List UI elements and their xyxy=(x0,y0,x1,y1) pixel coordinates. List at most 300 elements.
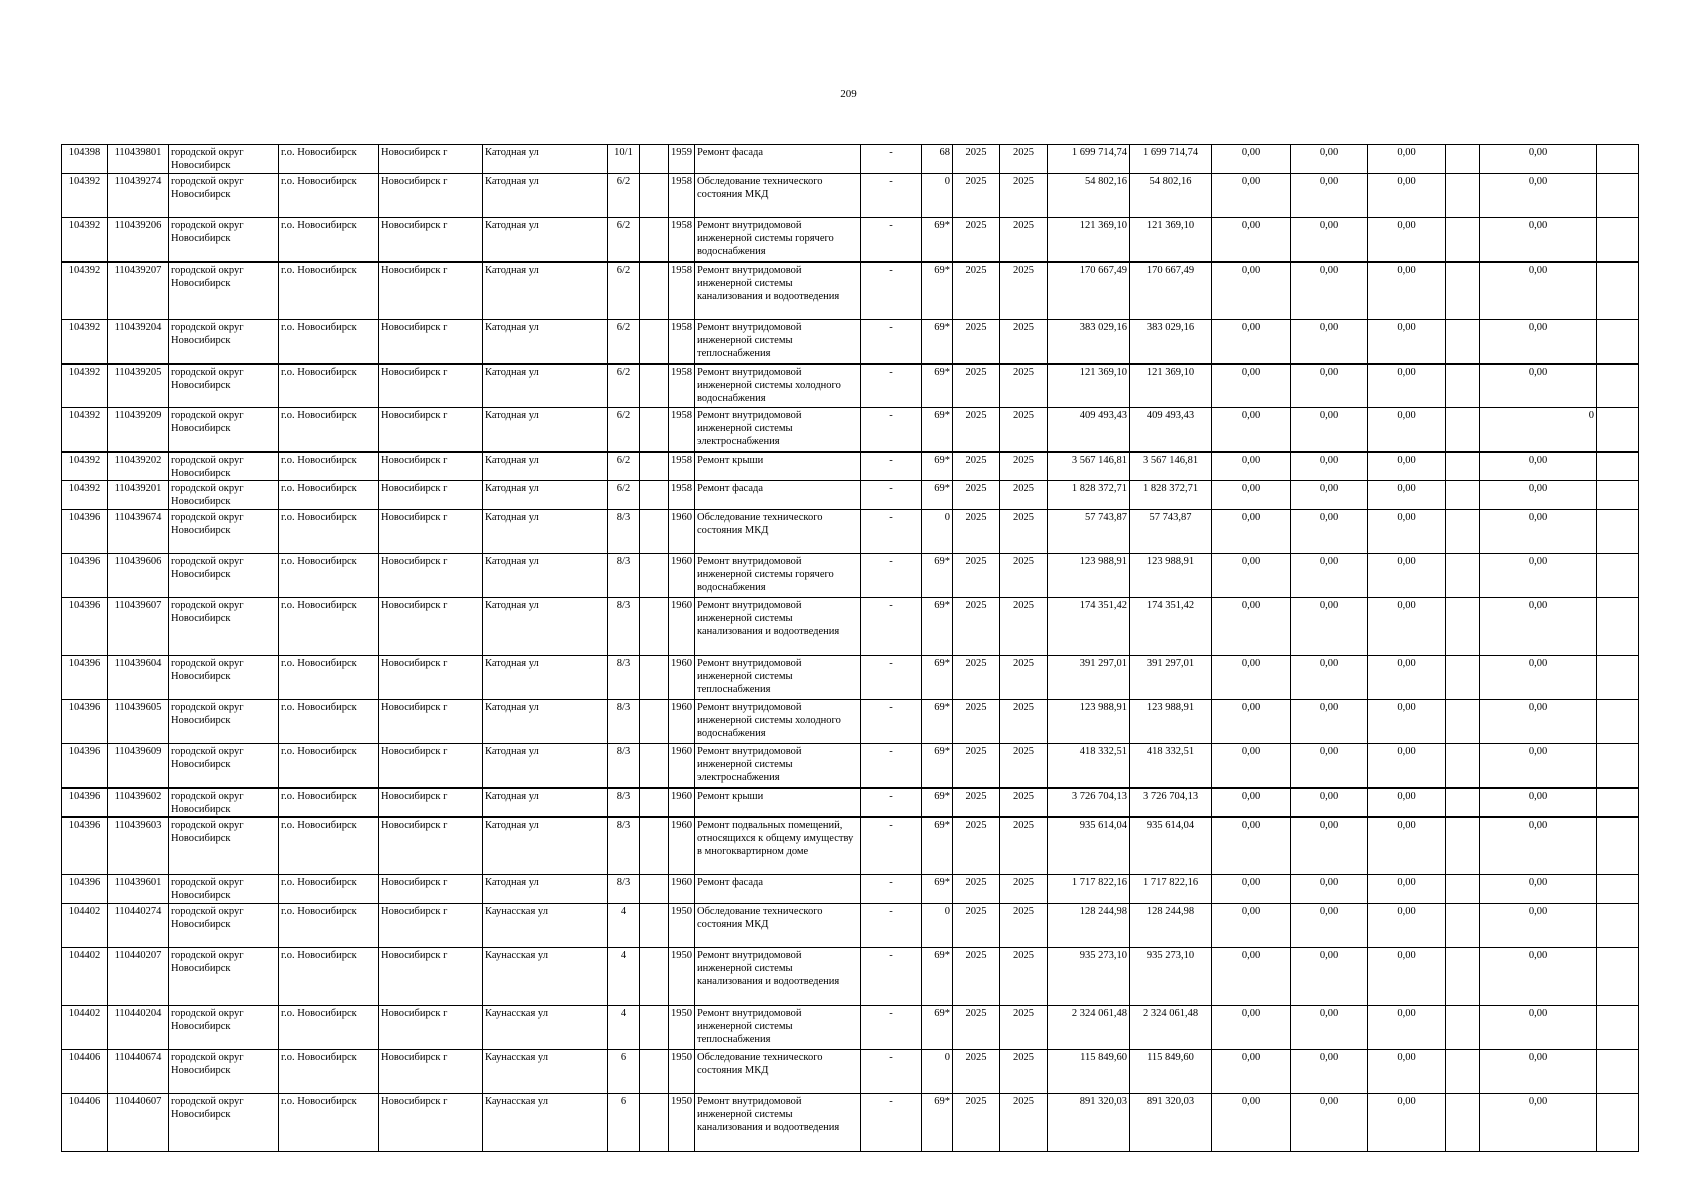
house-number-cell: 6/2 xyxy=(608,452,640,481)
work-code-cell: 110439607 xyxy=(108,598,169,656)
street-cell: Катодная ул xyxy=(483,788,608,817)
house-number-cell: 10/1 xyxy=(608,145,640,174)
record-id-cell: 104402 xyxy=(62,948,108,1006)
work-code-cell: 110439202 xyxy=(108,452,169,481)
work-code-cell: 110439274 xyxy=(108,174,169,218)
street-cell: Катодная ул xyxy=(483,510,608,554)
work-type-cell: Ремонт внутридомовой инженерной системы канализования и водоотведения xyxy=(695,262,861,320)
fund-cost-cell: 123 988,91 xyxy=(1130,554,1212,598)
funding-3-cell: 0,00 xyxy=(1368,218,1446,262)
total-cost-cell: 1 828 372,71 xyxy=(1048,481,1130,510)
funding-5-cell: 0,00 xyxy=(1480,452,1597,481)
funding-5-cell: 0,00 xyxy=(1480,174,1597,218)
plan-end-year-cell: 2025 xyxy=(1000,554,1048,598)
funding-6-cell xyxy=(1597,364,1639,408)
street-cell: Катодная ул xyxy=(483,145,608,174)
locality-cell: Новосибирск г xyxy=(379,817,483,875)
work-code-cell: 110439205 xyxy=(108,364,169,408)
build-year-cell: 1958 xyxy=(669,262,695,320)
total-cost-cell: 3 726 704,13 xyxy=(1048,788,1130,817)
build-year-cell: 1960 xyxy=(669,788,695,817)
work-code-cell: 110440674 xyxy=(108,1050,169,1094)
fund-cost-cell: 174 351,42 xyxy=(1130,598,1212,656)
record-id-cell: 104396 xyxy=(62,554,108,598)
municipality-cell: г.о. Новосибирск xyxy=(279,145,379,174)
table-row xyxy=(62,904,1639,948)
work-type-cell: Обследование технического состояния МКД xyxy=(695,1050,861,1094)
house-number-cell: 6 xyxy=(608,1050,640,1094)
house-number-cell: 6/2 xyxy=(608,320,640,364)
building-extra-cell xyxy=(640,554,669,598)
locality-cell: Новосибирск г xyxy=(379,452,483,481)
build-year-cell: 1960 xyxy=(669,817,695,875)
table-row xyxy=(62,788,1639,817)
funding-5-cell: 0,00 xyxy=(1480,598,1597,656)
funding-3-cell: 0,00 xyxy=(1368,452,1446,481)
mark-cell: - xyxy=(861,510,922,554)
plan-end-year-cell: 2025 xyxy=(1000,1050,1048,1094)
building-extra-cell xyxy=(640,174,669,218)
municipality-cell: г.о. Новосибирск xyxy=(279,364,379,408)
funding-5-cell: 0,00 xyxy=(1480,364,1597,408)
work-type-cell: Ремонт внутридомовой инженерной системы холодного водоснабжения xyxy=(695,700,861,744)
work-code-cell: 110439602 xyxy=(108,788,169,817)
fund-cost-cell: 121 369,10 xyxy=(1130,364,1212,408)
funding-6-cell xyxy=(1597,174,1639,218)
plan-start-year-cell: 2025 xyxy=(953,598,1000,656)
district-cell: городской округ Новосибирск xyxy=(169,904,279,948)
municipality-cell: г.о. Новосибирск xyxy=(279,904,379,948)
plan-start-year-cell: 2025 xyxy=(953,145,1000,174)
plan-start-year-cell: 2025 xyxy=(953,452,1000,481)
building-extra-cell xyxy=(640,145,669,174)
mark-cell: - xyxy=(861,875,922,904)
funding-4-cell xyxy=(1446,364,1480,408)
building-extra-cell xyxy=(640,1050,669,1094)
funding-4-cell xyxy=(1446,510,1480,554)
locality-cell: Новосибирск г xyxy=(379,408,483,452)
district-cell: городской округ Новосибирск xyxy=(169,875,279,904)
plan-end-year-cell: 2025 xyxy=(1000,904,1048,948)
mark-cell: - xyxy=(861,554,922,598)
street-cell: Каунасская ул xyxy=(483,1006,608,1050)
funding-1-cell: 0,00 xyxy=(1212,262,1291,320)
wear-cell: 69* xyxy=(922,788,953,817)
building-extra-cell xyxy=(640,1094,669,1152)
fund-cost-cell: 391 297,01 xyxy=(1130,656,1212,700)
record-id-cell: 104392 xyxy=(62,262,108,320)
funding-2-cell: 0,00 xyxy=(1291,1094,1368,1152)
work-type-cell: Ремонт внутридомовой инженерной системы теплоснабжения xyxy=(695,656,861,700)
plan-start-year-cell: 2025 xyxy=(953,744,1000,788)
building-extra-cell xyxy=(640,788,669,817)
plan-end-year-cell: 2025 xyxy=(1000,598,1048,656)
funding-6-cell xyxy=(1597,788,1639,817)
municipality-cell: г.о. Новосибирск xyxy=(279,656,379,700)
street-cell: Катодная ул xyxy=(483,875,608,904)
funding-5-cell: 0,00 xyxy=(1480,875,1597,904)
wear-cell: 69* xyxy=(922,1006,953,1050)
build-year-cell: 1958 xyxy=(669,174,695,218)
total-cost-cell: 418 332,51 xyxy=(1048,744,1130,788)
funding-2-cell: 0,00 xyxy=(1291,364,1368,408)
funding-1-cell: 0,00 xyxy=(1212,1094,1291,1152)
fund-cost-cell: 3 567 146,81 xyxy=(1130,452,1212,481)
funding-4-cell xyxy=(1446,408,1480,452)
funding-1-cell: 0,00 xyxy=(1212,788,1291,817)
table-row xyxy=(62,174,1639,218)
plan-end-year-cell: 2025 xyxy=(1000,320,1048,364)
locality-cell: Новосибирск г xyxy=(379,481,483,510)
street-cell: Катодная ул xyxy=(483,408,608,452)
building-extra-cell xyxy=(640,452,669,481)
house-number-cell: 8/3 xyxy=(608,700,640,744)
funding-2-cell: 0,00 xyxy=(1291,948,1368,1006)
total-cost-cell: 935 614,04 xyxy=(1048,817,1130,875)
funding-1-cell: 0,00 xyxy=(1212,744,1291,788)
funding-6-cell xyxy=(1597,817,1639,875)
house-number-cell: 6/2 xyxy=(608,262,640,320)
funding-5-cell: 0,00 xyxy=(1480,904,1597,948)
municipality-cell: г.о. Новосибирск xyxy=(279,481,379,510)
table-row xyxy=(62,598,1639,656)
funding-2-cell: 0,00 xyxy=(1291,481,1368,510)
funding-3-cell: 0,00 xyxy=(1368,948,1446,1006)
funding-3-cell: 0,00 xyxy=(1368,554,1446,598)
wear-cell: 69* xyxy=(922,481,953,510)
funding-3-cell: 0,00 xyxy=(1368,174,1446,218)
funding-1-cell: 0,00 xyxy=(1212,145,1291,174)
plan-start-year-cell: 2025 xyxy=(953,788,1000,817)
plan-end-year-cell: 2025 xyxy=(1000,510,1048,554)
plan-end-year-cell: 2025 xyxy=(1000,262,1048,320)
total-cost-cell: 54 802,16 xyxy=(1048,174,1130,218)
record-id-cell: 104392 xyxy=(62,320,108,364)
wear-cell: 69* xyxy=(922,817,953,875)
funding-1-cell: 0,00 xyxy=(1212,1050,1291,1094)
street-cell: Катодная ул xyxy=(483,320,608,364)
funding-5-cell: 0,00 xyxy=(1480,510,1597,554)
build-year-cell: 1960 xyxy=(669,875,695,904)
fund-cost-cell: 935 273,10 xyxy=(1130,948,1212,1006)
wear-cell: 0 xyxy=(922,904,953,948)
record-id-cell: 104396 xyxy=(62,598,108,656)
funding-6-cell xyxy=(1597,948,1639,1006)
municipality-cell: г.о. Новосибирск xyxy=(279,452,379,481)
funding-6-cell xyxy=(1597,320,1639,364)
locality-cell: Новосибирск г xyxy=(379,364,483,408)
locality-cell: Новосибирск г xyxy=(379,145,483,174)
wear-cell: 68 xyxy=(922,145,953,174)
street-cell: Каунасская ул xyxy=(483,904,608,948)
mark-cell: - xyxy=(861,904,922,948)
street-cell: Катодная ул xyxy=(483,700,608,744)
table-row xyxy=(62,452,1639,481)
funding-2-cell: 0,00 xyxy=(1291,320,1368,364)
plan-end-year-cell: 2025 xyxy=(1000,218,1048,262)
funding-1-cell: 0,00 xyxy=(1212,408,1291,452)
build-year-cell: 1958 xyxy=(669,218,695,262)
total-cost-cell: 1 699 714,74 xyxy=(1048,145,1130,174)
record-id-cell: 104396 xyxy=(62,788,108,817)
funding-2-cell: 0,00 xyxy=(1291,744,1368,788)
plan-start-year-cell: 2025 xyxy=(953,174,1000,218)
fund-cost-cell: 418 332,51 xyxy=(1130,744,1212,788)
table-row xyxy=(62,320,1639,364)
district-cell: городской округ Новосибирск xyxy=(169,817,279,875)
build-year-cell: 1960 xyxy=(669,510,695,554)
work-code-cell: 110439204 xyxy=(108,320,169,364)
mark-cell: - xyxy=(861,788,922,817)
locality-cell: Новосибирск г xyxy=(379,875,483,904)
plan-end-year-cell: 2025 xyxy=(1000,817,1048,875)
work-type-cell: Ремонт внутридомовой инженерной системы теплоснабжения xyxy=(695,320,861,364)
mark-cell: - xyxy=(861,744,922,788)
work-code-cell: 110439601 xyxy=(108,875,169,904)
house-number-cell: 8/3 xyxy=(608,788,640,817)
district-cell: городской округ Новосибирск xyxy=(169,452,279,481)
build-year-cell: 1950 xyxy=(669,1050,695,1094)
locality-cell: Новосибирск г xyxy=(379,656,483,700)
plan-end-year-cell: 2025 xyxy=(1000,948,1048,1006)
funding-5-cell: 0,00 xyxy=(1480,1006,1597,1050)
funding-5-cell: 0,00 xyxy=(1480,145,1597,174)
work-type-cell: Обследование технического состояния МКД xyxy=(695,510,861,554)
plan-end-year-cell: 2025 xyxy=(1000,364,1048,408)
street-cell: Катодная ул xyxy=(483,218,608,262)
plan-end-year-cell: 2025 xyxy=(1000,744,1048,788)
funding-3-cell: 0,00 xyxy=(1368,817,1446,875)
funding-2-cell: 0,00 xyxy=(1291,1006,1368,1050)
work-type-cell: Ремонт внутридомовой инженерной системы холодного водоснабжения xyxy=(695,364,861,408)
funding-4-cell xyxy=(1446,145,1480,174)
record-id-cell: 104396 xyxy=(62,744,108,788)
district-cell: городской округ Новосибирск xyxy=(169,700,279,744)
record-id-cell: 104396 xyxy=(62,510,108,554)
funding-3-cell: 0,00 xyxy=(1368,598,1446,656)
capital-repair-register-table xyxy=(61,144,1639,1152)
locality-cell: Новосибирск г xyxy=(379,788,483,817)
work-code-cell: 110439209 xyxy=(108,408,169,452)
funding-4-cell xyxy=(1446,875,1480,904)
funding-4-cell xyxy=(1446,904,1480,948)
building-extra-cell xyxy=(640,262,669,320)
plan-end-year-cell: 2025 xyxy=(1000,408,1048,452)
wear-cell: 69* xyxy=(922,1094,953,1152)
plan-end-year-cell: 2025 xyxy=(1000,788,1048,817)
funding-3-cell: 0,00 xyxy=(1368,1094,1446,1152)
work-code-cell: 110439801 xyxy=(108,145,169,174)
total-cost-cell: 891 320,03 xyxy=(1048,1094,1130,1152)
wear-cell: 69* xyxy=(922,554,953,598)
funding-6-cell xyxy=(1597,1006,1639,1050)
funding-2-cell: 0,00 xyxy=(1291,262,1368,320)
funding-1-cell: 0,00 xyxy=(1212,174,1291,218)
municipality-cell: г.о. Новосибирск xyxy=(279,788,379,817)
funding-1-cell: 0,00 xyxy=(1212,554,1291,598)
plan-end-year-cell: 2025 xyxy=(1000,656,1048,700)
funding-1-cell: 0,00 xyxy=(1212,320,1291,364)
work-type-cell: Ремонт внутридомовой инженерной системы канализования и водоотведения xyxy=(695,948,861,1006)
plan-start-year-cell: 2025 xyxy=(953,262,1000,320)
work-type-cell: Ремонт внутридомовой инженерной системы канализования и водоотведения xyxy=(695,1094,861,1152)
funding-3-cell: 0,00 xyxy=(1368,1050,1446,1094)
wear-cell: 69* xyxy=(922,875,953,904)
building-extra-cell xyxy=(640,364,669,408)
funding-4-cell xyxy=(1446,656,1480,700)
work-code-cell: 110440207 xyxy=(108,948,169,1006)
funding-5-cell: 0,00 xyxy=(1480,554,1597,598)
district-cell: городской округ Новосибирск xyxy=(169,598,279,656)
mark-cell: - xyxy=(861,452,922,481)
wear-cell: 69* xyxy=(922,700,953,744)
work-code-cell: 110440607 xyxy=(108,1094,169,1152)
build-year-cell: 1958 xyxy=(669,408,695,452)
funding-2-cell: 0,00 xyxy=(1291,656,1368,700)
municipality-cell: г.о. Новосибирск xyxy=(279,700,379,744)
funding-1-cell: 0,00 xyxy=(1212,904,1291,948)
house-number-cell: 8/3 xyxy=(608,875,640,904)
funding-4-cell xyxy=(1446,788,1480,817)
plan-end-year-cell: 2025 xyxy=(1000,481,1048,510)
funding-4-cell xyxy=(1446,817,1480,875)
fund-cost-cell: 383 029,16 xyxy=(1130,320,1212,364)
total-cost-cell: 123 988,91 xyxy=(1048,700,1130,744)
fund-cost-cell: 409 493,43 xyxy=(1130,408,1212,452)
municipality-cell: г.о. Новосибирск xyxy=(279,817,379,875)
funding-5-cell: 0,00 xyxy=(1480,948,1597,1006)
fund-cost-cell: 1 717 822,16 xyxy=(1130,875,1212,904)
locality-cell: Новосибирск г xyxy=(379,554,483,598)
total-cost-cell: 121 369,10 xyxy=(1048,218,1130,262)
street-cell: Катодная ул xyxy=(483,452,608,481)
street-cell: Катодная ул xyxy=(483,262,608,320)
funding-2-cell: 0,00 xyxy=(1291,788,1368,817)
mark-cell: - xyxy=(861,817,922,875)
funding-2-cell: 0,00 xyxy=(1291,145,1368,174)
table-row xyxy=(62,700,1639,744)
work-code-cell: 110439603 xyxy=(108,817,169,875)
funding-3-cell: 0,00 xyxy=(1368,481,1446,510)
funding-1-cell: 0,00 xyxy=(1212,1006,1291,1050)
locality-cell: Новосибирск г xyxy=(379,1006,483,1050)
wear-cell: 69* xyxy=(922,744,953,788)
fund-cost-cell: 115 849,60 xyxy=(1130,1050,1212,1094)
locality-cell: Новосибирск г xyxy=(379,700,483,744)
mark-cell: - xyxy=(861,598,922,656)
fund-cost-cell: 1 828 372,71 xyxy=(1130,481,1212,510)
house-number-cell: 6/2 xyxy=(608,364,640,408)
funding-6-cell xyxy=(1597,218,1639,262)
building-extra-cell xyxy=(640,875,669,904)
locality-cell: Новосибирск г xyxy=(379,320,483,364)
fund-cost-cell: 57 743,87 xyxy=(1130,510,1212,554)
street-cell: Катодная ул xyxy=(483,554,608,598)
funding-1-cell: 0,00 xyxy=(1212,948,1291,1006)
mark-cell: - xyxy=(861,364,922,408)
funding-6-cell xyxy=(1597,598,1639,656)
building-extra-cell xyxy=(640,700,669,744)
funding-2-cell: 0,00 xyxy=(1291,875,1368,904)
locality-cell: Новосибирск г xyxy=(379,1094,483,1152)
house-number-cell: 8/3 xyxy=(608,656,640,700)
building-extra-cell xyxy=(640,744,669,788)
house-number-cell: 6 xyxy=(608,1094,640,1152)
wear-cell: 0 xyxy=(922,1050,953,1094)
plan-start-year-cell: 2025 xyxy=(953,554,1000,598)
building-extra-cell xyxy=(640,408,669,452)
funding-3-cell: 0,00 xyxy=(1368,875,1446,904)
street-cell: Катодная ул xyxy=(483,364,608,408)
work-code-cell: 110439201 xyxy=(108,481,169,510)
locality-cell: Новосибирск г xyxy=(379,1050,483,1094)
funding-6-cell xyxy=(1597,452,1639,481)
district-cell: городской округ Новосибирск xyxy=(169,788,279,817)
funding-4-cell xyxy=(1446,174,1480,218)
house-number-cell: 4 xyxy=(608,948,640,1006)
building-extra-cell xyxy=(640,656,669,700)
table-row xyxy=(62,948,1639,1006)
district-cell: городской округ Новосибирск xyxy=(169,1006,279,1050)
street-cell: Катодная ул xyxy=(483,656,608,700)
funding-2-cell: 0,00 xyxy=(1291,452,1368,481)
record-id-cell: 104392 xyxy=(62,408,108,452)
funding-3-cell: 0,00 xyxy=(1368,145,1446,174)
funding-3-cell: 0,00 xyxy=(1368,408,1446,452)
fund-cost-cell: 121 369,10 xyxy=(1130,218,1212,262)
street-cell: Катодная ул xyxy=(483,744,608,788)
fund-cost-cell: 2 324 061,48 xyxy=(1130,1006,1212,1050)
funding-2-cell: 0,00 xyxy=(1291,408,1368,452)
district-cell: городской округ Новосибирск xyxy=(169,174,279,218)
build-year-cell: 1950 xyxy=(669,904,695,948)
funding-5-cell: 0,00 xyxy=(1480,481,1597,510)
total-cost-cell: 1 717 822,16 xyxy=(1048,875,1130,904)
total-cost-cell: 3 567 146,81 xyxy=(1048,452,1130,481)
record-id-cell: 104392 xyxy=(62,364,108,408)
table-row xyxy=(62,817,1639,875)
plan-end-year-cell: 2025 xyxy=(1000,452,1048,481)
build-year-cell: 1950 xyxy=(669,948,695,1006)
district-cell: городской округ Новосибирск xyxy=(169,1094,279,1152)
wear-cell: 69* xyxy=(922,218,953,262)
house-number-cell: 6/2 xyxy=(608,218,640,262)
district-cell: городской округ Новосибирск xyxy=(169,554,279,598)
district-cell: городской округ Новосибирск xyxy=(169,218,279,262)
work-type-cell: Ремонт подвальных помещений, относящихся к общему имуществу в многоквартирном доме xyxy=(695,817,861,875)
work-code-cell: 110440204 xyxy=(108,1006,169,1050)
plan-end-year-cell: 2025 xyxy=(1000,1094,1048,1152)
district-cell: городской округ Новосибирск xyxy=(169,656,279,700)
funding-3-cell: 0,00 xyxy=(1368,788,1446,817)
funding-5-cell: 0,00 xyxy=(1480,744,1597,788)
plan-start-year-cell: 2025 xyxy=(953,948,1000,1006)
funding-6-cell xyxy=(1597,656,1639,700)
municipality-cell: г.о. Новосибирск xyxy=(279,218,379,262)
funding-1-cell: 0,00 xyxy=(1212,218,1291,262)
wear-cell: 0 xyxy=(922,174,953,218)
funding-2-cell: 0,00 xyxy=(1291,700,1368,744)
funding-6-cell xyxy=(1597,408,1639,452)
mark-cell: - xyxy=(861,408,922,452)
funding-6-cell xyxy=(1597,875,1639,904)
funding-6-cell xyxy=(1597,554,1639,598)
mark-cell: - xyxy=(861,174,922,218)
funding-4-cell xyxy=(1446,744,1480,788)
total-cost-cell: 409 493,43 xyxy=(1048,408,1130,452)
page-number: 209 xyxy=(840,88,857,100)
district-cell: городской округ Новосибирск xyxy=(169,481,279,510)
